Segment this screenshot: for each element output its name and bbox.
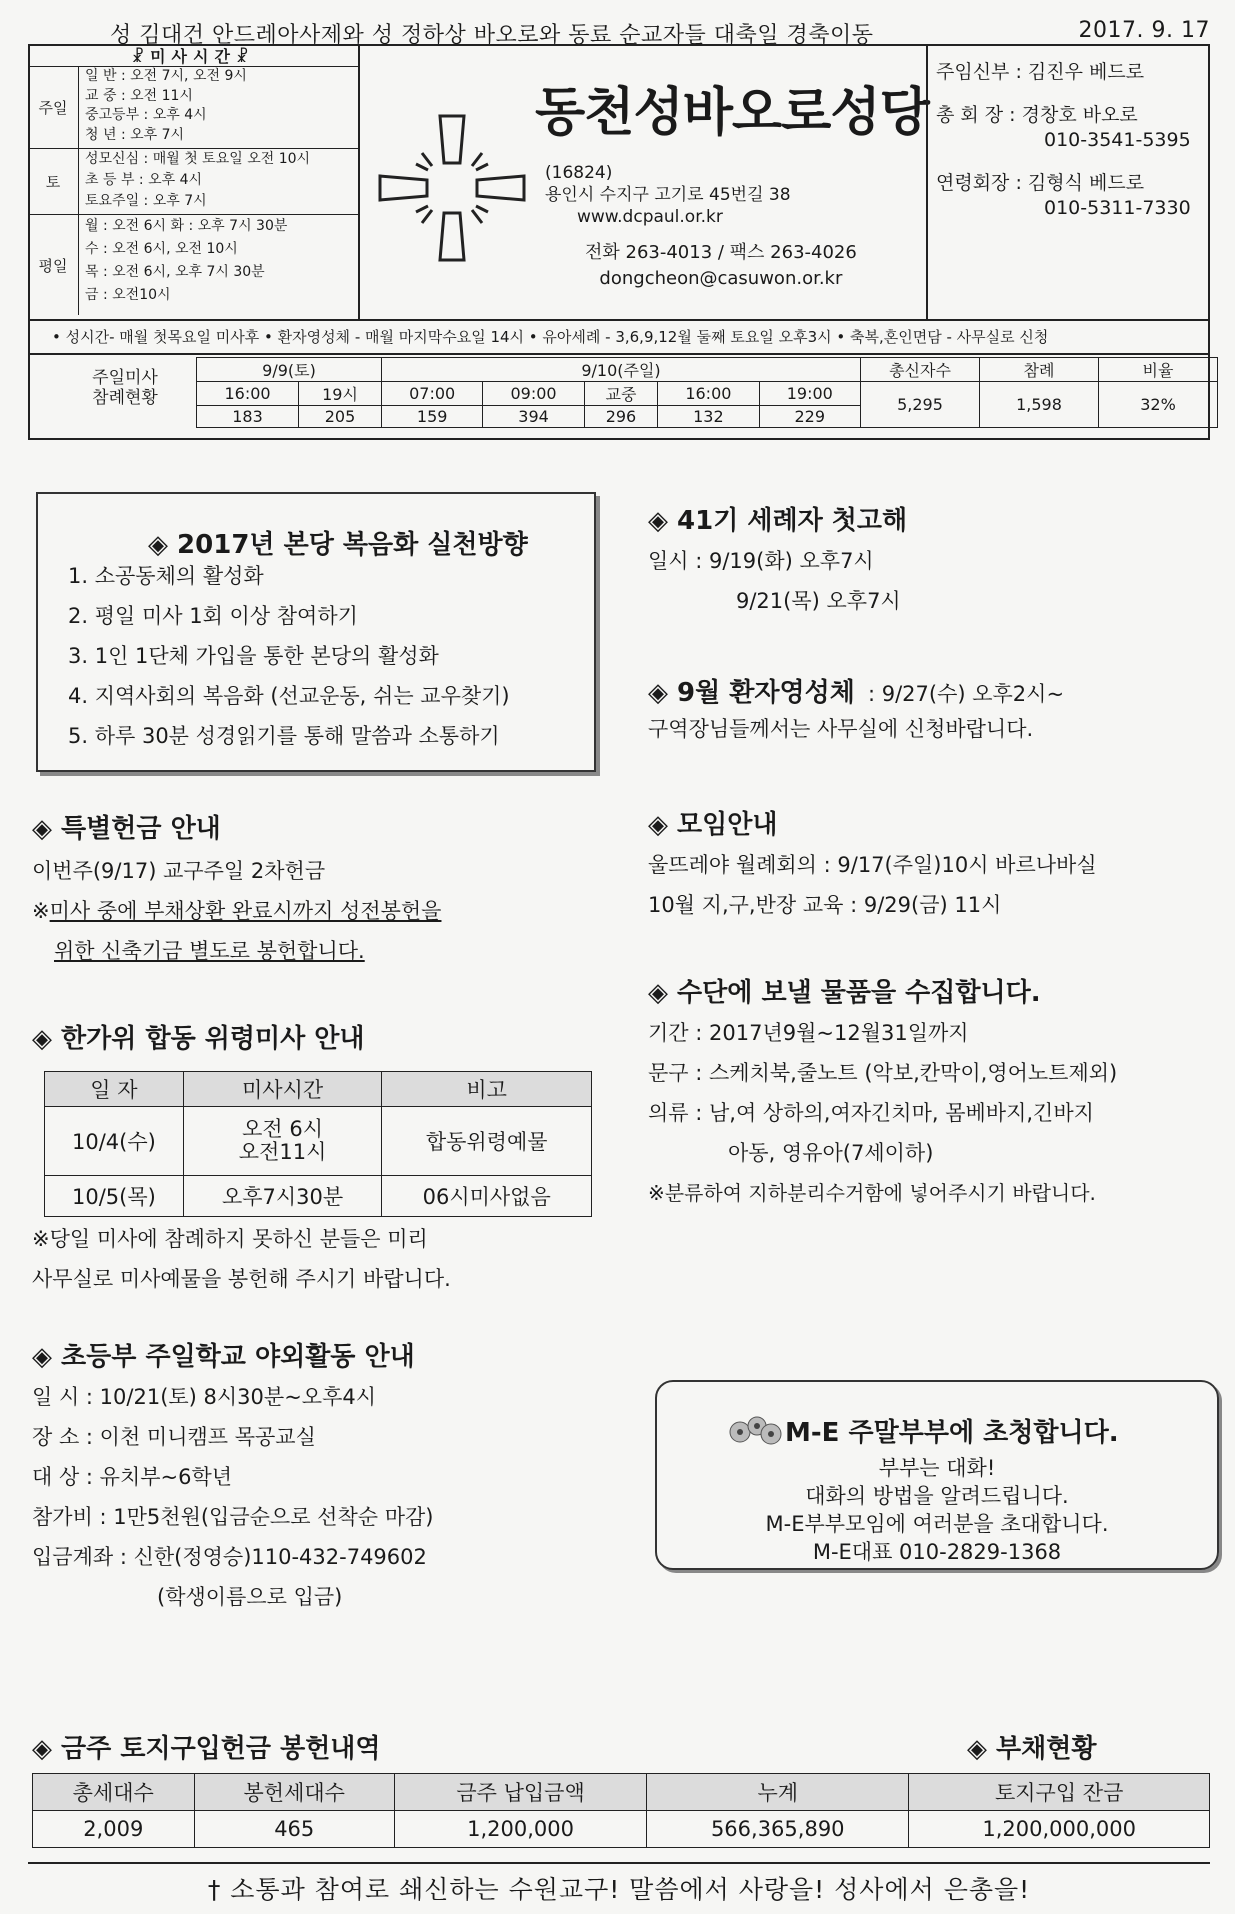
mass-row-weekday <box>28 215 358 315</box>
school-line: 일 시 : 10/21(토) 8시30분~오후4시 <box>32 1385 377 1409</box>
mass-line: 교 중 : 오전 11시 <box>85 87 193 104</box>
sick-detail: : 9/27(수) 오후2시~ <box>867 682 1065 706</box>
row-note: 06시미사없음 <box>382 1176 592 1217</box>
sudan-line: 문구 : 스케치북,줄노트 (악보,칸막이,영어노트제외) <box>648 1061 1118 1085</box>
mass-row-saturday <box>28 149 358 215</box>
row-time: 오전 6시 <box>242 1117 324 1141</box>
mass-line: 중고등부 : 오후 4시 <box>85 107 207 123</box>
parish-contact <box>585 240 857 292</box>
postal-code: (16824) <box>545 163 613 183</box>
row-time: 오후7시30분 <box>183 1176 382 1217</box>
mass-row-sunday <box>28 67 358 149</box>
evangel-item: 4. 지역사회의 복음화 (선교운동, 쉬는 교우찾기) <box>68 684 510 708</box>
evangel-item: 1. 소공동체의 활성화 <box>68 564 264 588</box>
footer-motto: † 소통과 참여로 쇄신하는 수원교구! 말씀에서 사랑을! 성사에서 은총을! <box>28 1862 1210 1906</box>
evangel-item: 5. 하루 30분 성경읽기를 통해 말씀과 소통하기 <box>68 724 500 748</box>
row-time-2: 오전11시 <box>238 1140 327 1164</box>
attend-header: 참례 <box>980 358 1099 382</box>
website: www.dcpaul.or.kr <box>577 207 723 227</box>
sudan-line: 의류 : 남,여 상하의,여자긴치마, 몸베바지,긴바지 <box>648 1101 1094 1125</box>
phone-fax: 전화 263-4013 / 팩스 263-4026 <box>585 242 857 263</box>
baptism-line-2: 9/21(목) 오후7시 <box>736 589 901 613</box>
land-value: 1,200,000 <box>394 1811 646 1848</box>
street-address: 용인시 수지구 고기로 45번길 38 <box>545 185 791 205</box>
header-title: 성 김대건 안드레아사제와 성 정하상 바오로와 동료 순교자들 대축일 경축이동 <box>110 23 874 48</box>
sudan-note: ※분류하여 지하분리수거함에 넣어주시기 바랍니다. <box>648 1181 1096 1205</box>
attend-value: 1,598 <box>980 382 1099 428</box>
time-cell: 19:00 <box>759 382 860 406</box>
sudan-line: 아동, 영유아(7세이하) <box>728 1141 934 1165</box>
attendance-label-2: 참례현황 <box>92 388 158 408</box>
evangel-item: 2. 평일 미사 1회 이상 참여하기 <box>68 604 358 628</box>
land-title: ◈ 금주 토지구입헌금 봉헌내역 <box>32 1734 381 1764</box>
mass-line: 초 등 부 : 오후 4시 <box>85 172 203 188</box>
attendance-label-1: 주일미사 <box>92 368 158 388</box>
count-cell: 229 <box>759 406 860 428</box>
meeting-line: 10월 지,구,반장 교육 : 9/29(금) 11시 <box>648 893 1002 917</box>
land-table <box>32 1773 1210 1848</box>
sunday-school-title: ◈ 초등부 주일학교 야외활동 안내 <box>32 1342 415 1372</box>
school-line: (학생이름으로 입금) <box>157 1585 343 1609</box>
chuseok-title: ◈ 한가위 합동 위령미사 안내 <box>32 1024 365 1054</box>
land-th: 금주 납입금액 <box>394 1774 646 1811</box>
special-offering <box>32 808 612 971</box>
land-value: 465 <box>194 1811 394 1848</box>
meetings-title: ◈ 모임안내 <box>648 810 778 840</box>
th-note: 비고 <box>382 1072 592 1107</box>
baptism-section <box>648 500 1208 621</box>
attendance-table <box>196 357 1218 428</box>
email: dongcheon@casuwon.or.kr <box>599 268 843 289</box>
mass-schedule-title: ☧미사시간☧ <box>28 44 358 67</box>
total-header: 총신자수 <box>861 358 980 382</box>
mass-line: 수 : 오전 6시, 오전 10시 <box>85 241 238 257</box>
mass-day: 평일 <box>28 215 79 315</box>
land-th: 토지구입 잔금 <box>909 1774 1210 1811</box>
special-offering-title: ◈ 특별헌금 안내 <box>32 814 221 844</box>
school-line: 장 소 : 이천 미니캠프 목공교실 <box>32 1425 316 1449</box>
mass-schedule <box>28 44 360 319</box>
time-cell: 교중 <box>584 382 657 406</box>
land-section <box>32 1728 1210 1848</box>
school-line: 대 상 : 유치부~6학년 <box>32 1465 233 1489</box>
time-cell: 16:00 <box>658 382 759 406</box>
mass-day: 주일 <box>28 67 79 148</box>
president: 총 회 장 : 경창호 바오로 <box>936 104 1138 126</box>
land-th: 총세대수 <box>33 1774 195 1811</box>
me-title: M-E 주말부부에 초청합니다. <box>785 1418 1119 1448</box>
chuseok-section <box>32 1018 622 1299</box>
sick-communion <box>648 672 1218 749</box>
mass-line: 목 : 오전 6시, 오후 7시 30분 <box>85 264 265 280</box>
count-cell: 159 <box>382 406 483 428</box>
sick-title: ◈ 9월 환자영성체 <box>648 678 855 708</box>
parish-cross-logo <box>372 108 532 268</box>
parish-name: 동천성바오로성당 <box>535 83 929 143</box>
ratio-header: 비율 <box>1099 358 1218 382</box>
school-line: 참가비 : 1만5천원(입금순으로 선착순 마감) <box>32 1505 434 1529</box>
count-cell: 205 <box>299 406 382 428</box>
count-cell: 132 <box>658 406 759 428</box>
president-phone: 010-3541-5395 <box>1044 129 1191 151</box>
school-line: 입금계좌 : 신한(정영승)110-432-749602 <box>32 1545 427 1569</box>
sunday-school <box>32 1336 622 1617</box>
mass-line: 토요주일 : 오후 7시 <box>85 193 207 209</box>
land-th: 누계 <box>647 1774 909 1811</box>
sick-line: 구역장님들께서는 사무실에 신청바랍니다. <box>648 717 1034 741</box>
elder-phone: 010-5311-7330 <box>1044 197 1191 219</box>
mass-line: 일 반 : 오전 7시, 오전 9시 <box>85 68 247 84</box>
debt-title: ◈ 부채현황 <box>967 1734 1097 1764</box>
sun-header: 9/10(주일) <box>382 358 861 382</box>
baptism-line: 일시 : 9/19(화) 오후7시 <box>648 549 874 573</box>
parish-address <box>545 162 791 228</box>
row-note: 합동위령예물 <box>382 1107 592 1176</box>
meetings <box>648 804 1218 925</box>
total-value: 5,295 <box>861 382 980 428</box>
mass-day: 토 <box>28 149 79 214</box>
offering-note: 미사 중에 부채상환 완료시까지 성전봉헌을 <box>49 899 442 923</box>
evangel-box <box>36 492 596 772</box>
land-value: 2,009 <box>33 1811 195 1848</box>
th-date: 일 자 <box>45 1072 184 1107</box>
sudan-collection <box>648 972 1223 1213</box>
note-mark: ※ <box>32 899 50 923</box>
land-value: 566,365,890 <box>647 1811 909 1848</box>
count-cell: 296 <box>584 406 657 428</box>
me-line: M-E대표 010-2829-1368 <box>812 1540 1062 1564</box>
me-invitation-box <box>655 1380 1219 1570</box>
notice-bar: • 성시간- 매월 첫목요일 미사후 • 환자영성체 - 매월 마지막수요일 14시 • 유아세례 - 3,6,9,12월 둘째 토요일 오후3시 • 축복,혼인면담 - 사무실로 신청 <box>28 319 1210 355</box>
me-line: 부부는 대화! <box>878 1456 996 1480</box>
count-cell: 394 <box>483 406 584 428</box>
th-time: 미사시간 <box>183 1072 382 1107</box>
me-line: M-E부부모임에 여러분을 초대합니다. <box>765 1512 1109 1536</box>
offering-line: 이번주(9/17) 교구주일 2차헌금 <box>32 859 326 883</box>
mass-line: 월 : 오전 6시 화 : 오후 7시 30분 <box>85 218 288 234</box>
flower-icon <box>725 1412 785 1452</box>
baptism-title: ◈ 41기 세례자 첫고해 <box>648 506 908 536</box>
ratio-value: 32% <box>1099 382 1218 428</box>
chuseok-note-2: 사무실로 미사예물을 봉헌해 주시기 바랍니다. <box>32 1267 451 1291</box>
row-date: 10/5(목) <box>45 1176 184 1217</box>
mass-line: 금 : 오전10시 <box>85 287 171 303</box>
priest: 주임신부 : 김진우 베드로 <box>936 61 1145 83</box>
me-line: 대화의 방법을 알려드립니다. <box>805 1484 1069 1508</box>
mass-line: 청 년 : 오후 7시 <box>85 126 185 143</box>
time-cell: 16:00 <box>197 382 299 406</box>
count-cell: 183 <box>197 406 299 428</box>
time-cell: 19시 <box>299 382 382 406</box>
sudan-title: ◈ 수단에 보낼 물품을 수집합니다. <box>648 978 1041 1008</box>
staff-list <box>926 44 1210 319</box>
land-value: 1,200,000,000 <box>909 1811 1210 1848</box>
sudan-line: 기간 : 2017년9월~12월31일까지 <box>648 1021 969 1045</box>
elder: 연령회장 : 김형식 베드로 <box>936 172 1145 194</box>
row-date: 10/4(수) <box>45 1107 184 1176</box>
offering-note-2: 위한 신축기금 별도로 봉헌합니다. <box>54 939 365 963</box>
evangel-item: 3. 1인 1단체 가입을 통한 본당의 활성화 <box>68 644 439 668</box>
chuseok-note: ※당일 미사에 참례하지 못하신 분들은 미리 <box>32 1227 428 1251</box>
time-cell: 07:00 <box>382 382 483 406</box>
chuseok-table <box>44 1071 592 1217</box>
time-cell: 09:00 <box>483 382 584 406</box>
sat-header: 9/9(토) <box>197 358 382 382</box>
mass-line: 성모신심 : 매월 첫 토요일 오전 10시 <box>85 151 311 167</box>
land-th: 봉헌세대수 <box>194 1774 394 1811</box>
meeting-line: 울뜨레야 월례회의 : 9/17(주일)10시 바르나바실 <box>648 853 1097 877</box>
evangel-title: ◈ 2017년 본당 복음화 실천방향 <box>148 530 528 560</box>
header-date: 2017. 9. 17 <box>1078 18 1210 43</box>
attendance-label <box>60 368 190 408</box>
